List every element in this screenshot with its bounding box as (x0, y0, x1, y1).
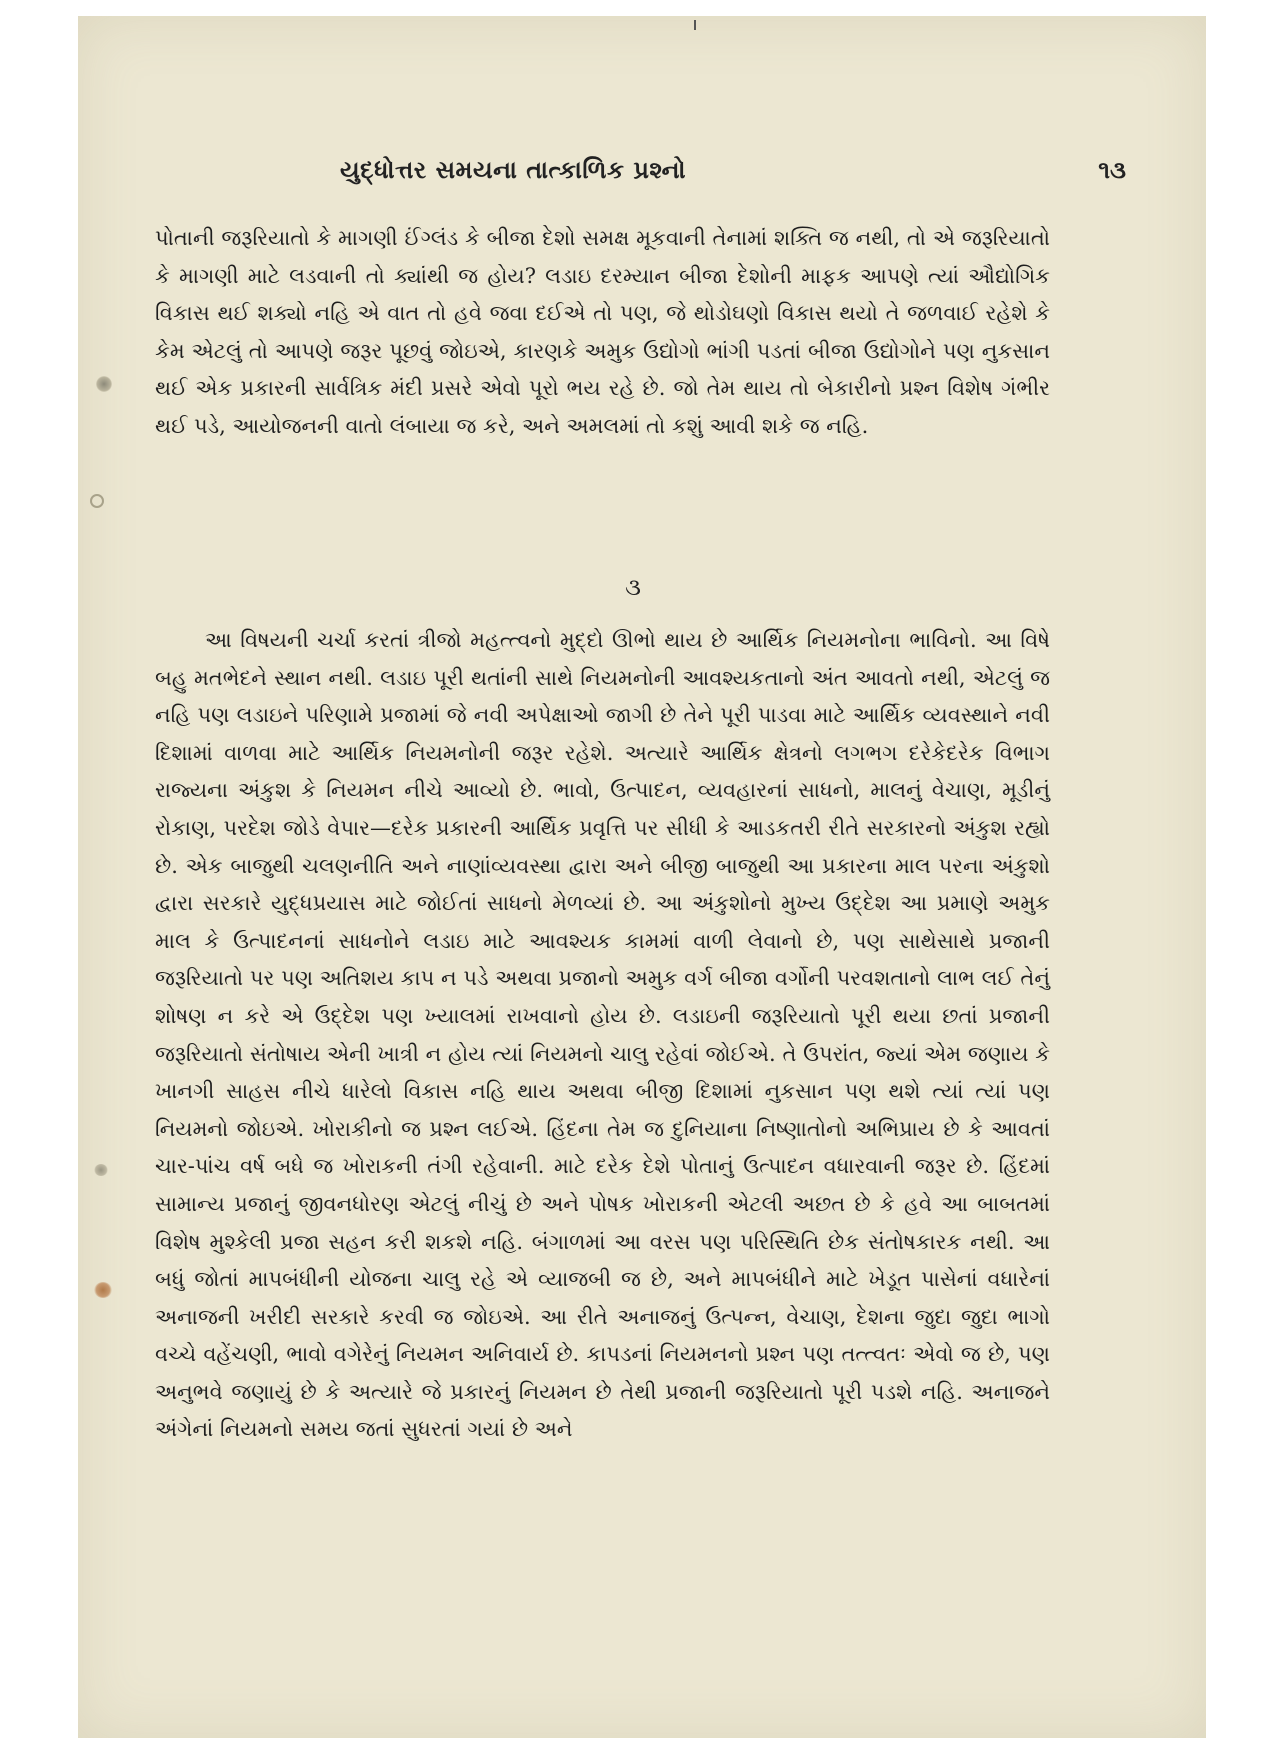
page-number: ૧૩ (1098, 156, 1126, 184)
paragraph-continued: પોતાની જરૂરિયાતો કે માગણી ઈંગ્લંડ કે બીજા દેશો સમક્ષ મૂકવાની તેનામાં શક્તિ જ નથી, તો એ જરૂરિયાતો કે માગણી માટે લડવાની તો ક્યાંથી જ હોય? લડાઇ દરમ્યાન બીજા દેશોની માફક આપણે ત્યાં ઔદ્યોગિક વિકાસ થઈ શક્યો નહિ એ વાત તો હવે જવા દઈએ તો પણ, જે થોડોઘણો વિકાસ થયો તે જળવાઈ રહેશે કે કેમ એટલું તો આપણે જરૂર પૂછવું જોઇએ, કારણકે અમુક ઉદ્યોગો ભાંગી પડતાં બીજા ઉદ્યોગોને પણ નુકસાન થઈ એક પ્રકારની સાર્વત્રિક મંદી પ્રસરે એવો પૂરો ભય રહે છે. જો તેમ થાય તો બેકારીનો પ્રશ્ન વિશેષ ગંભીર થઈ પડે, આયોજનની વાતો લંબાયા જ કરે, અને અમલમાં તો કશું આવી શકે જ નહિ. (155, 226, 1050, 438)
paragraph-section-3: આ વિષયની ચર્ચા કરતાં ત્રીજો મહત્ત્વનો મુદ્દો ઊભો થાય છે આર્થિક નિયમનોના ભાવિનો. આ વિષે બહુ મતભેદને સ્થાન નથી. લડાઇ પૂરી થતાંની સાથે નિયમનોની આવશ્યકતાનો અંત આવતો નથી, એટલું જ નહિ પણ લડાઇને પરિણામે પ્રજામાં જે નવી અપેક્ષાઓ જાગી છે તેને પૂરી પાડવા માટે આર્થિક વ્યવસ્થાને નવી દિશામાં વાળવા માટે આર્થિક નિયમનોની જરૂર રહેશે. અત્યારે આર્થિક ક્ષેત્રનો લગભગ દરેકેદરેક વિભાગ રાજ્યના અંકુશ કે નિયમન નીચે આવ્યો છે. ભાવો, ઉત્પાદન, વ્યવહારનાં સાધનો, માલનું વેચાણ, મૂડીનું રોકાણ, પરદેશ જોડે વેપાર—દરેક પ્રકારની આર્થિક પ્રવૃત્તિ પર સીધી કે આડકતરી રીતે સરકારનો અંકુશ રહ્યો છે. એક બાજુથી ચલણનીતિ અને નાણાંવ્યવસ્થા દ્વારા અને બીજી બાજુથી આ પ્રકારના માલ પરના અંકુશો દ્વારા સરકારે યુદ્ધપ્રયાસ માટે જોઈતાં સાધનો મેળવ્યાં છે. આ અંકુશોનો મુખ્ય ઉદ્દેશ આ પ્રમાણે અમુક માલ કે ઉત્પાદનનાં સાધનોને લડાઇ માટે આવશ્યક કામમાં વાળી લેવાનો છે, પણ સાથેસાથે પ્રજાની જરૂરિયાતો પર પણ અતિશય કાપ ન પડે અથવા પ્રજાનો અમુક વર્ગ બીજા વર્ગોની પરવશતાનો લાભ લઈ તેનું શોષણ ન કરે એ ઉદ્દેશ પણ ખ્યાલમાં રાખવાનો હોય છે. લડાઇની જરૂરિયાતો પૂરી થયા છતાં પ્રજાની જરૂરિયાતો સંતોષાય એની ખાત્રી ન હોય ત્યાં નિયમનો ચાલુ રહેવાં જોઈએ. તે ઉપરાંત, જ્યાં એમ જણાય કે ખાનગી સાહસ નીચે ધારેલો વિકાસ નહિ થાય અથવા બીજી દિશામાં નુકસાન પણ થશે ત્યાં ત્યાં પણ નિયમનો જોઇએ. ખોરાકીનો જ પ્રશ્ન લઈએ. હિંદના તેમ જ દુનિયાના નિષ્ણાતોનો અભિપ્રાય છે કે આવતાં ચાર-પાંચ વર્ષ બધે જ ખોરાકની તંગી રહેવાની. માટે દરેક દેશે પોતાનું ઉત્પાદન વધારવાની જરૂર છે. હિંદમાં સામાન્ય પ્રજાનું જીવનધોરણ એટલું નીચું છે અને પોષક ખોરાકની એટલી અછત છે કે હવે આ બાબતમાં વિશેષ મુશ્કેલી પ્રજા સહન કરી શકશે નહિ. બંગાળમાં આ વરસ પણ પરિસ્થિતિ છેક સંતોષકારક નથી. આ બધું જોતાં માપબંધીની યોજના ચાલુ રહે એ વ્યાજબી જ છે, અને માપબંધીને માટે ખેડૂત પાસેનાં વધારેનાં અનાજની ખરીદી સરકારે કરવી જ જોઇએ. આ રીતે અનાજનું ઉત્પન્ન, વેચાણ, દેશના જુદા જુદા ભાગો વચ્ચે વહેંચણી, ભાવો વગેરેનું નિયમન અનિવાર્ય છે. કાપડનાં નિયમનનો પ્રશ્ન પણ તત્ત્વતઃ એવો જ છે, પણ અનુભવે જણાયું છે કે અત્યારે જે પ્રકારનું નિયમન છે તેથી પ્રજાની જરૂરિયાતો પૂરી પડશે નહિ. અનાજને અંગેનાં નિયમનો સમય જતાં સુધરતાં ગયાં છે અને (155, 628, 1050, 1442)
binding-hole-mark (94, 1164, 108, 1176)
rust-stain-mark (94, 1282, 112, 1298)
binding-hole-mark (90, 494, 104, 508)
section-number: ૩ (625, 573, 641, 601)
running-title: યુદ્ધોત્તર સમયના તાત્કાળિક પ્રશ્નો (340, 156, 686, 184)
binding-hole-mark (96, 376, 112, 392)
page-header (0, 156, 1266, 196)
ink-tick-mark (694, 20, 696, 30)
